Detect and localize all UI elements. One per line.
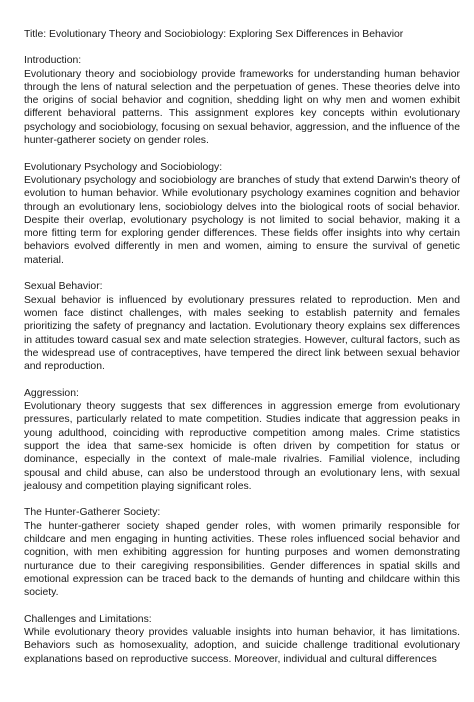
- section-sexual-behavior: [24, 280, 460, 373]
- section-challenges: [24, 613, 460, 666]
- section-body: While evolutionary theory provides valuable insights into human behavior, it has limitations. Behaviors such as homosexuality, adoption, and suicide challenge traditional evolutionary explanations based on reproductive success. Moreover, individual and cultural differences: [24, 627, 460, 665]
- section-introduction: [24, 54, 460, 147]
- section-heading: Sexual Behavior:: [24, 281, 103, 293]
- section-body: Evolutionary psychology and sociobiology are branches of study that extend Darwin's theory of evolution to human behavior. While evolutionary psychology examines cognition and behavior through an evolutionary lens, sociobiology delves into the biological roots of social behavior. Despite their overlap, evolutionary psychology is not limited to social behavior, making it a more fitting term for exploring gender differences. These fields offer insights into why certain behaviors evolved differently in men and women, aiming to ensure the survival of genetic material.: [24, 174, 460, 266]
- document-title: Title: Evolutionary Theory and Sociobiology: Exploring Sex Differences in Behavior: [24, 29, 404, 40]
- section-aggression: [24, 387, 460, 493]
- document-page: [24, 28, 460, 679]
- section-hunter-gatherer: [24, 506, 460, 599]
- section-body: Evolutionary theory suggests that sex differences in aggression emerge from evolutionary pressures, particularly related to mate competition. Studies indicate that aggression peaks in young adulthood, coinciding with reproductive competition among males. Crime statistics support the idea that same-sex homicide is often driven by competition for status or dominance, especially in the context of male-male rivalries. Familial violence, including spousal and child abuse, can also be understood through an evolutionary lens, with sexual jealousy and competition playing significant roles.: [24, 401, 460, 492]
- section-heading: Evolutionary Psychology and Sociobiology:: [24, 161, 223, 173]
- section-heading: Aggression:: [24, 387, 79, 399]
- section-body: Sexual behavior is influenced by evolutionary pressures related to reproduction. Men and women face distinct challenges, with males seeking to establish paternity and females prioritizing the safety of pregnancy and lactation. Evolutionary theory explains sex differences in attitudes toward casual sex and mate selection strategies. However, cultural factors, such as the widespread use of contraceptives, have tempered the direct link between sexual behavior and reproduction.: [24, 294, 460, 373]
- section-heading: The Hunter-Gatherer Society:: [24, 507, 161, 519]
- section-evolutionary-psychology: [24, 161, 460, 267]
- section-body: The hunter-gatherer society shaped gender roles, with women primarily responsible for childcare and men engaging in hunting activities. These roles influenced social behavior and cognition, with men exhibiting aggression for hunting purposes and women demonstrating nurturance due to their caregiving responsibilities. Gender differences in spatial skills and emotional expression can be traced back to the demands of hunting and childcare within this society.: [24, 520, 460, 599]
- section-body: Evolutionary theory and sociobiology provide frameworks for understanding human behavior through the lens of natural selection and the perpetuation of genes. These theories delve into the origins of social behavior and cognition, shedding light on why men and women exhibit different behavioral patterns. This assignment explores key concepts within evolutionary psychology and sociobiology, focusing on sexual behavior, aggression, and the influence of the hunter-gatherer society on gender roles.: [24, 68, 460, 147]
- section-heading: Challenges and Limitations:: [24, 613, 152, 625]
- section-heading: Introduction:: [24, 55, 82, 67]
